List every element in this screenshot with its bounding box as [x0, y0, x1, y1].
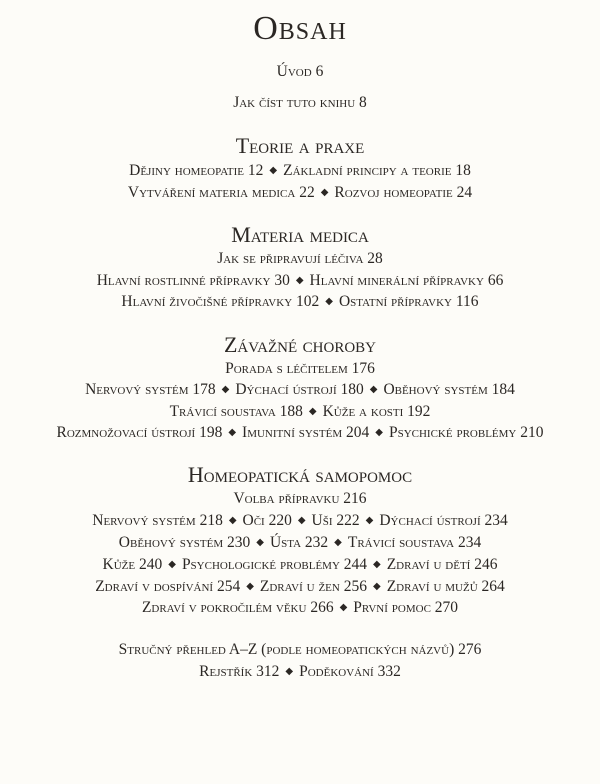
toc-line [0, 599, 600, 617]
toc-entry-label[interactable]: Volba přípravku [233, 490, 340, 507]
toc-entry-page: 204 [346, 424, 370, 441]
toc-entry-label[interactable]: Poděkování [299, 663, 374, 680]
toc-entry-label[interactable]: Dějiny homeopatie [129, 162, 245, 179]
toc-entry-page: 276 [458, 641, 482, 658]
toc-entry-label[interactable]: Oči [242, 512, 265, 529]
toc-line [0, 360, 600, 378]
toc-entry-page: 254 [216, 578, 241, 595]
toc-entry-label[interactable]: Zdraví u mužů [386, 578, 478, 595]
toc-entry-page: 180 [340, 381, 364, 398]
toc-entry-page: 116 [455, 293, 479, 310]
toc-line [0, 534, 600, 552]
diamond-separator-icon: ◆ [334, 537, 342, 548]
toc-line [0, 293, 600, 311]
toc-entry-label[interactable]: Kůže [102, 556, 136, 573]
toc-entry-label[interactable]: Zdraví u žen [259, 578, 340, 595]
diamond-separator-icon: ◆ [168, 559, 176, 570]
toc-entry-page: 188 [279, 403, 303, 420]
toc-entry-page: 66 [487, 272, 504, 289]
toc-entry-page: 332 [377, 663, 401, 680]
toc-line [0, 381, 600, 399]
toc-entry-page: 184 [491, 381, 515, 398]
toc-entry-label[interactable]: Nervový systém [85, 381, 189, 398]
diamond-separator-icon: ◆ [320, 187, 329, 198]
diamond-separator-icon: ◆ [228, 515, 237, 526]
toc-entry-label[interactable]: Základní principy a teorie [283, 162, 452, 179]
toc-entry-label[interactable]: Hlavní rostlinné přípravky [96, 272, 271, 289]
toc-entry-label[interactable]: Oběhový systém [383, 381, 488, 398]
toc-entry-page: 192 [407, 403, 431, 420]
toc-entry-label[interactable]: Porada s léčitelem [225, 360, 348, 377]
toc-entry-label[interactable]: Imunitní systém [242, 424, 343, 441]
section-heading: Materia medica [231, 222, 369, 247]
toc-entry-page: 30 [274, 272, 290, 289]
toc-entry-label[interactable]: Rozvoj homeopatie [334, 184, 453, 201]
toc-entry-page: 216 [343, 490, 367, 507]
toc-entry-page: 230 [226, 534, 251, 551]
section-heading: Homeopatická samopomoc [187, 462, 413, 487]
toc-entry-page: 28 [367, 250, 383, 267]
toc-entry-label[interactable]: Nervový systém [92, 512, 196, 529]
toc-entry-label[interactable]: Hlavní živočišné přípravky [121, 293, 293, 310]
diamond-separator-icon: ◆ [221, 384, 230, 395]
toc-entry-page: 222 [336, 512, 360, 529]
toc-entry-label[interactable]: První pomoc [353, 599, 431, 616]
toc-entry-label[interactable]: Ústa [269, 534, 302, 551]
toc-line [0, 556, 600, 574]
toc-entry-label[interactable]: Trávicí soustava [169, 403, 276, 420]
toc-entry-page: 210 [520, 424, 544, 441]
toc-entry-label[interactable]: Zdraví u dětí [386, 556, 471, 573]
toc-entry-label[interactable]: Kůže a kosti [322, 403, 404, 420]
diamond-separator-icon: ◆ [369, 384, 378, 395]
toc-entry-label[interactable]: Dýchací ústrojí [379, 512, 481, 529]
toc-line-intro-1 [0, 63, 600, 81]
section-heading: Závažné choroby [223, 332, 376, 357]
toc-entry-page: 12 [247, 162, 264, 179]
toc-entry-page: 234 [457, 534, 482, 551]
toc-entry-page: 312 [256, 663, 280, 680]
toc-entry-label[interactable]: Trávicí soustava [347, 534, 455, 551]
toc-entry-label[interactable]: Rozmnožovací ústrojí [56, 424, 196, 441]
toc-entry-label[interactable]: Dýchací ústrojí [235, 381, 337, 398]
toc-entry-page: 218 [199, 512, 223, 529]
diamond-separator-icon: ◆ [285, 666, 294, 677]
diamond-separator-icon: ◆ [308, 406, 317, 417]
diamond-separator-icon: ◆ [228, 427, 237, 438]
toc-line [0, 162, 600, 180]
diamond-separator-icon: ◆ [325, 296, 333, 307]
diamond-separator-icon: ◆ [375, 427, 383, 438]
diamond-separator-icon: ◆ [256, 537, 264, 548]
toc-entry-page: 8 [359, 94, 367, 111]
toc-entry-page: 232 [304, 534, 329, 551]
toc-line [0, 641, 600, 659]
toc-entry-page: 102 [296, 293, 320, 310]
toc-entry-page: 264 [481, 578, 505, 595]
diamond-separator-icon: ◆ [246, 581, 254, 592]
toc-line [0, 184, 600, 202]
page-title: Obsah [253, 10, 347, 47]
toc-line [0, 578, 600, 596]
toc-entry-page: 266 [310, 599, 334, 616]
toc-entry-label[interactable]: Uši [311, 512, 333, 529]
toc-entry-label[interactable]: Ostatní přípravky [338, 293, 452, 310]
toc-entry-label[interactable]: Zdraví v dospívání [95, 578, 214, 595]
toc-entry-label[interactable]: Zdraví v pokročilém věku [141, 599, 307, 616]
toc-entry-page: 234 [484, 512, 508, 529]
toc-entry-page: 256 [343, 578, 367, 595]
toc-entry-page: 220 [268, 512, 292, 529]
toc-entry-page: 270 [434, 599, 459, 616]
toc-entry-label[interactable]: Rejstřík [199, 663, 253, 680]
diamond-separator-icon: ◆ [297, 515, 306, 526]
toc-line [0, 403, 600, 421]
toc-line [0, 663, 600, 681]
diamond-separator-icon: ◆ [295, 275, 304, 286]
toc-entry-page: 198 [199, 424, 223, 441]
toc-entry-page: 244 [343, 556, 368, 573]
toc-line [0, 272, 600, 290]
diamond-separator-icon: ◆ [372, 581, 381, 592]
toc-entry-label[interactable]: Stručný přehled A–Z (podle homeopatických názvů) [118, 641, 455, 658]
toc-entry-page: 6 [315, 63, 324, 80]
diamond-separator-icon: ◆ [365, 515, 374, 526]
toc-line-intro-2 [0, 94, 600, 112]
toc-entry-label[interactable]: Hlavní minerální přípravky [309, 272, 484, 289]
toc-entry-page: 24 [456, 184, 473, 201]
toc-entry-page: 240 [138, 556, 163, 573]
toc-entry-page: 18 [455, 162, 471, 179]
toc-line [0, 424, 600, 442]
diamond-separator-icon: ◆ [339, 602, 348, 613]
toc-entry-label[interactable]: Psychické problémy [388, 424, 517, 441]
toc-line [0, 512, 600, 530]
toc-entry-label[interactable]: Vytváření materia medica [127, 184, 296, 201]
section-heading: Teorie a praxe [235, 133, 365, 158]
toc-entry-label[interactable]: Úvod [276, 63, 312, 80]
diamond-separator-icon: ◆ [373, 559, 381, 570]
toc-entry-label[interactable]: Jak číst tuto knihu [233, 94, 356, 111]
toc-entry-page: 22 [299, 184, 315, 201]
toc-line [0, 490, 600, 508]
toc-entry-page: 178 [192, 381, 216, 398]
toc-entry-label[interactable]: Psychologické problémy [181, 556, 340, 573]
toc-entry-label[interactable]: Jak se připravují léčiva [217, 250, 364, 267]
toc-entry-label[interactable]: Oběhový systém [118, 534, 224, 551]
toc-entry-page: 246 [474, 556, 498, 573]
toc-entry-page: 176 [351, 360, 375, 377]
diamond-separator-icon: ◆ [269, 165, 278, 176]
toc-line [0, 250, 600, 268]
